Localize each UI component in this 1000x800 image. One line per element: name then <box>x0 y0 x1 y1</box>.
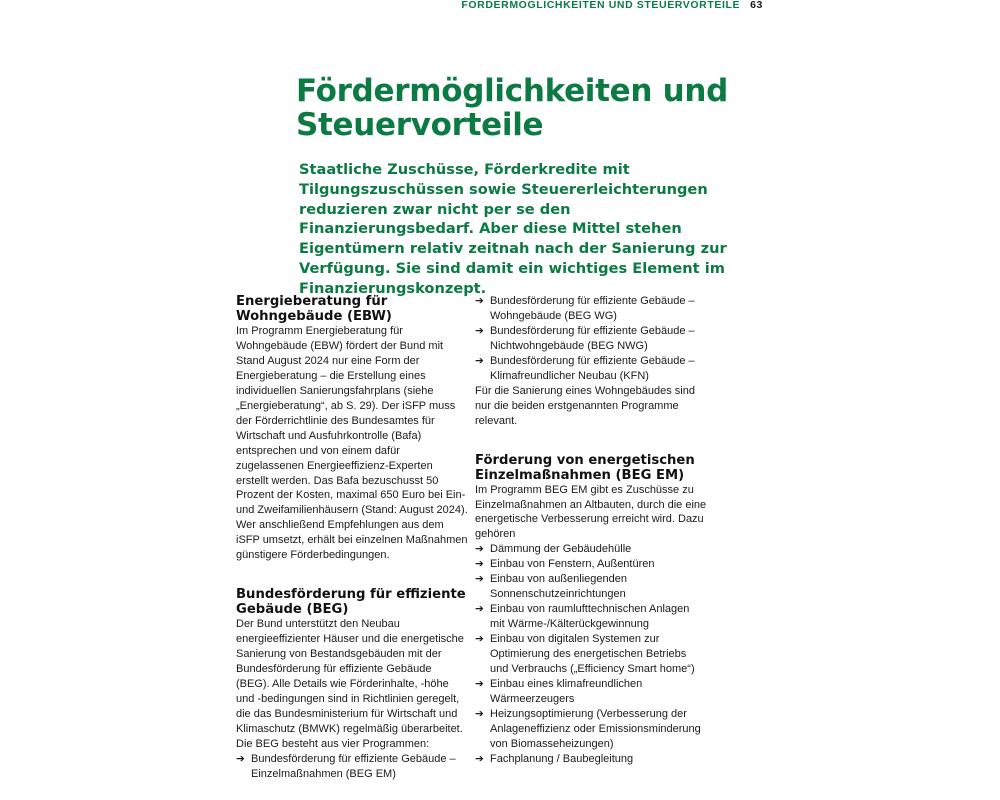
arrow-icon: ➔ <box>475 633 484 646</box>
section-body-beg: Der Bund unterstützt den Neubau energieeffizienter Häuser und die energetische Sanierung von Bestandsgebäuden mit der Bundesförderung für effiziente Gebäude (BEG). Alle Details wie Förderinhalte, -höhe und -bedingungen sind in Richtlinien geregelt, die das Bundesministerium für Wirtschaft und Klimaschutz (BMWK) regelmäßig überarbeitet. Die BEG besteht aus vier Programmen: <box>236 618 464 750</box>
beg-note: Für die Sanierung eines Wohngebäudes sind nur die beiden erstgenannten Programme relevant. <box>475 384 695 427</box>
list-item <box>475 677 707 707</box>
list-item-text: Heizungsoptimierung (Verbesserung der Anlageneffizienz oder Emissionsminderung von Biomasseheizungen) <box>490 707 701 750</box>
section-heading-ebw: Energieberatung für Wohngebäude (EBW) <box>236 294 392 324</box>
list-item-text: Bundesförderung für effiziente Gebäude – Klimafreundlicher Neubau (KFN) <box>490 354 695 382</box>
left-column <box>236 294 468 782</box>
page-title: Fördermöglichkeiten und Steuervorteile <box>296 73 729 143</box>
arrow-icon: ➔ <box>475 543 484 556</box>
section-body-ebw: Im Programm Energieberatung für Wohngebäude (EBW) fördert der Bund mit Stand August 2024 nur eine Form der Energieberatung – die Erstellung eines individuellen Sanierungsfahrplans (siehe „Energieberatung“, ab S. 29). Der iSFP muss der Förderrichtlinie des Bundesamtes für Wirtschaft und Ausfuhrkontrolle (Bafa) entsprechen und von einem dafür zugelassenen Energieeffizienz-Experten erstellt werden. Das Bafa bezuschusst 50 Prozent der Kosten, maximal 650 Euro bei Ein- und Zweifamilienhäusern (Stand: August 2024). Wer anschließend Empfehlungen aus dem iSFP umsetzt, erhält bei einzelnen Maßnahmen günstigere Förderbedingungen. <box>236 325 468 562</box>
running-head <box>461 0 763 11</box>
running-head-title: FÖRDERMÖGLICHKEITEN UND STEUERVORTEILE <box>461 0 741 11</box>
arrow-icon: ➔ <box>475 677 484 690</box>
beg-program-list <box>236 752 468 782</box>
section-heading-beg: Bundesförderung für effiziente Gebäude (BEG) <box>236 587 466 618</box>
list-item <box>475 602 707 632</box>
beg-program-list-continued <box>475 294 707 384</box>
arrow-icon: ➔ <box>475 573 484 586</box>
list-item <box>475 707 707 752</box>
arrow-icon: ➔ <box>475 324 484 337</box>
list-item-text: Dämmung der Gebäudehülle <box>490 543 632 556</box>
list-item-text: Fachplanung / Baubegleitung <box>490 752 634 765</box>
list-item-text: Bundesförderung für effiziente Gebäude – Nichtwohngebäude (BEG NWG) <box>490 324 695 352</box>
list-item <box>475 752 707 767</box>
list-item <box>475 542 707 557</box>
right-column <box>475 294 707 767</box>
list-item <box>236 752 468 782</box>
arrow-icon: ➔ <box>475 707 484 720</box>
list-item <box>475 324 707 354</box>
list-item-text: Bundesförderung für effiziente Gebäude – Einzelmaßnahmen (BEG EM) <box>251 752 456 780</box>
list-item-text: Einbau von Fenstern, Außentüren <box>490 558 655 571</box>
list-item <box>475 557 707 572</box>
list-item-text: Einbau von raumlufttechnischen Anlagen mit Wärme-/Kälterückgewinnung <box>490 603 690 631</box>
arrow-icon: ➔ <box>475 354 484 367</box>
arrow-icon: ➔ <box>475 603 484 616</box>
arrow-icon: ➔ <box>236 752 245 765</box>
arrow-icon: ➔ <box>475 558 484 571</box>
arrow-icon: ➔ <box>475 295 484 307</box>
list-item-text: Einbau von digitalen Systemen zur Optimierung des energetischen Betriebs und Verbrauchs („Efficiency Smart home“) <box>490 633 695 676</box>
arrow-icon: ➔ <box>475 752 484 765</box>
lead-paragraph: Staatliche Zuschüsse, Förderkredite mit Tilgungszuschüssen sowie Steuererleichterungen reduzieren zwar nicht per se den Finanzierungsbedarf. Aber diese Mittel stehen Eigentümern relativ zeitnah nach der Sanierung zur Verfügung. Sie sind damit ein wichtiges Element im Finanzierungskonzept. <box>299 161 727 297</box>
list-item-text: Einbau eines klimafreundlichen Wärmeerzeugers <box>490 677 643 705</box>
list-item-text: Einbau von außenliegenden Sonnenschutzeinrichtungen <box>490 573 628 601</box>
section-heading-beg-em: Förderung von energetischen Einzelmaßnahmen (BEG EM) <box>475 452 695 483</box>
page-number: 63 <box>750 0 763 11</box>
list-item <box>475 632 707 677</box>
list-item <box>475 294 707 324</box>
list-item <box>475 354 707 384</box>
list-item-text: Bundesförderung für effiziente Gebäude – Wohngebäude (BEG WG) <box>490 295 695 322</box>
list-item <box>475 572 707 602</box>
measure-list <box>475 542 707 766</box>
section-body-beg-em: Im Programm BEG EM gibt es Zuschüsse zu Einzelmaßnahmen an Altbauten, durch die eine energetische Verbesserung erreicht wird. Dazu gehören <box>475 483 707 541</box>
